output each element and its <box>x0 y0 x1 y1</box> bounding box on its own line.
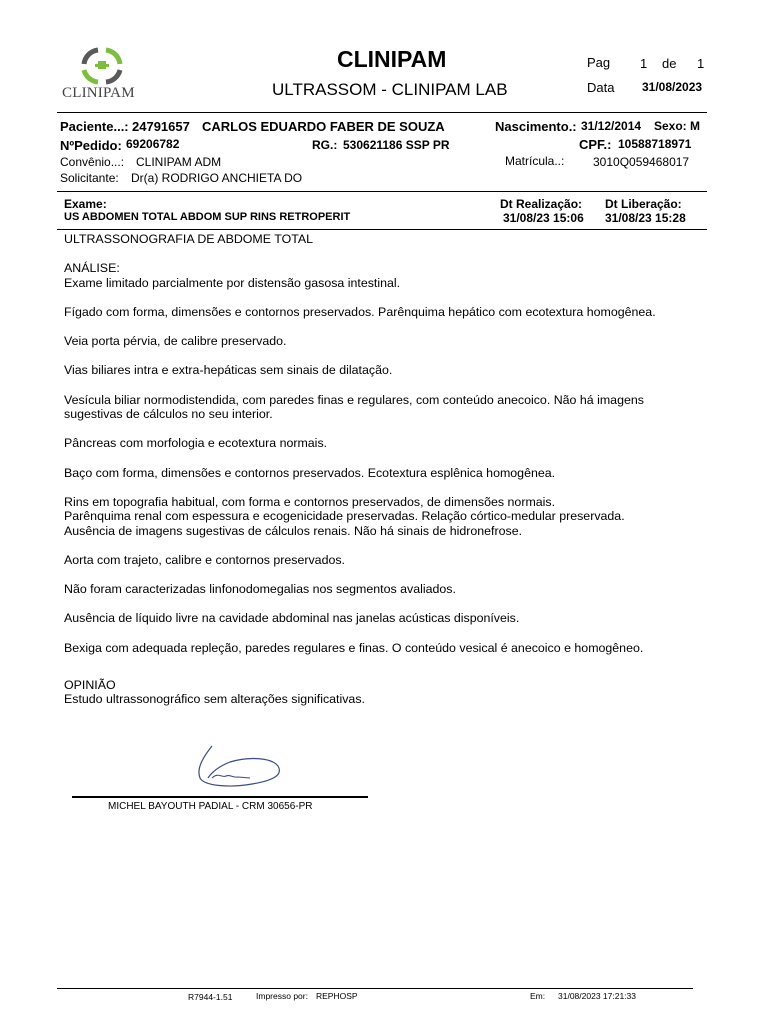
report-body <box>64 232 714 722</box>
rg-value: 530621186 SSP PR <box>343 138 450 152</box>
logo-text: CLINIPAM <box>62 85 135 101</box>
brand-title: CLINIPAM <box>337 46 447 72</box>
report-paragraph: Veia porta pérvia, de calibre preservado. <box>64 334 287 349</box>
printed-at-label: Em: <box>530 991 546 1001</box>
registration-value: 3010Q059468017 <box>593 155 690 169</box>
exam-label: Exame: <box>64 197 107 211</box>
header-divider <box>57 112 707 113</box>
rg-label: RG.: <box>312 138 338 152</box>
sex-value: M <box>690 119 700 133</box>
page-subtitle: ULTRASSOM - CLINIPAM LAB <box>272 80 508 99</box>
report-title: ULTRASSONOGRAFIA DE ABDOME TOTAL <box>64 232 314 246</box>
performed-date-label: Dt Realização: <box>500 197 583 211</box>
report-spacer <box>64 670 714 678</box>
report-paragraph: Fígado com forma, dimensões e contornos preservados. Parênquima hepático com ecotextura homogênea. <box>64 304 656 319</box>
report-paragraph: Baço com forma, dimensões e contornos preservados. Ecotextura esplênica homogênea. <box>64 465 556 480</box>
page-total: 1 <box>697 56 705 71</box>
report-paragraph: Vesícula biliar normodistendida, com paredes finas e regulares, com conteúdo anecoico. Não há imagens sugestivas de cálculos no seu interior. <box>64 392 644 422</box>
patient-id: 24791657 <box>132 119 190 134</box>
report-paragraph: Rins em topografia habitual, com forma e contornos preservados, de dimensões normais. Parênquima renal com espessura e ecogenicidade preservadas. Relação córtico-medular preservada. Ausência de imagens sugestivas de cálculos renais. Não há sinais de hidronefrose. <box>64 494 625 538</box>
printed-by-label: Impresso por: <box>256 991 308 1001</box>
release-date-label: Dt Liberação: <box>605 197 682 211</box>
printed-by-value: REPHOSP <box>316 991 358 1001</box>
clinipam-logo <box>62 44 142 104</box>
cpf-label: CPF.: <box>579 137 612 152</box>
birth-value: 31/12/2014 <box>581 119 642 133</box>
opinion-paragraph: OPINIÃO Estudo ultrassonográfico sem alterações significativas. <box>64 677 365 707</box>
report-paragraph: Ausência de líquido livre na cavidade abdominal nas janelas acústicas disponíveis. <box>64 611 520 626</box>
date-label: Data <box>587 80 615 95</box>
report-paragraph: ANÁLISE: Exame limitado parcialmente por distensão gasosa intestinal. <box>64 261 401 290</box>
clinipam-logo-mark <box>62 44 142 86</box>
date-value: 31/08/2023 <box>642 80 703 94</box>
patient-divider <box>57 191 707 192</box>
exam-value: US ABDOMEN TOTAL ABDOM SUP RINS RETROPERIT <box>64 211 351 223</box>
page-label: Pag <box>587 55 611 70</box>
page-number: 1 <box>640 56 648 71</box>
cpf-value: 10588718971 <box>618 137 692 151</box>
patient-name: CARLOS EDUARDO FABER DE SOUZA <box>202 119 445 134</box>
report-paragraph: Vias biliares intra e extra-hepáticas sem sinais de dilatação. <box>64 363 393 378</box>
registration-label: Matrícula..: <box>505 154 565 168</box>
printed-at-value: 31/08/2023 17:21:33 <box>558 991 636 1001</box>
sex-label: Sexo: <box>654 119 687 133</box>
requester-label: Solicitante: <box>60 171 119 185</box>
signature-line <box>72 796 368 798</box>
footer-divider <box>57 988 693 989</box>
report-paragraph: Aorta com trajeto, calibre e contornos preservados. <box>64 553 345 568</box>
birth-label: Nascimento.: <box>495 119 577 134</box>
insurance-value: CLINIPAM ADM <box>136 155 222 169</box>
report-paragraph: Não foram caracterizadas linfonodomegalias nos segmentos avaliados. <box>64 582 456 597</box>
signer-name: MICHEL BAYOUTH PADIAL - CRM 30656-PR <box>108 801 313 812</box>
report-paragraph: Pâncreas com morfologia e ecotextura normais. <box>64 436 328 451</box>
page-de-label: de <box>662 56 677 71</box>
insurance-label: Convênio...: <box>60 155 125 169</box>
requester-value: Dr(a) RODRIGO ANCHIETA DO <box>131 171 303 185</box>
order-label: NºPedido: <box>60 138 122 153</box>
report-paragraph: Bexiga com adequada repleção, paredes regulares e finas. O conteúdo vesical é anecoico e homogêneo. <box>64 640 644 655</box>
exam-divider <box>57 229 707 230</box>
patient-label: Paciente...: <box>60 119 129 134</box>
performed-date-value: 31/08/23 15:06 <box>503 211 584 225</box>
form-code: R7944-1.51 <box>188 992 233 1002</box>
order-value: 69206782 <box>126 137 180 151</box>
handwritten-signature <box>190 738 300 790</box>
release-date-value: 31/08/23 15:28 <box>605 211 686 225</box>
